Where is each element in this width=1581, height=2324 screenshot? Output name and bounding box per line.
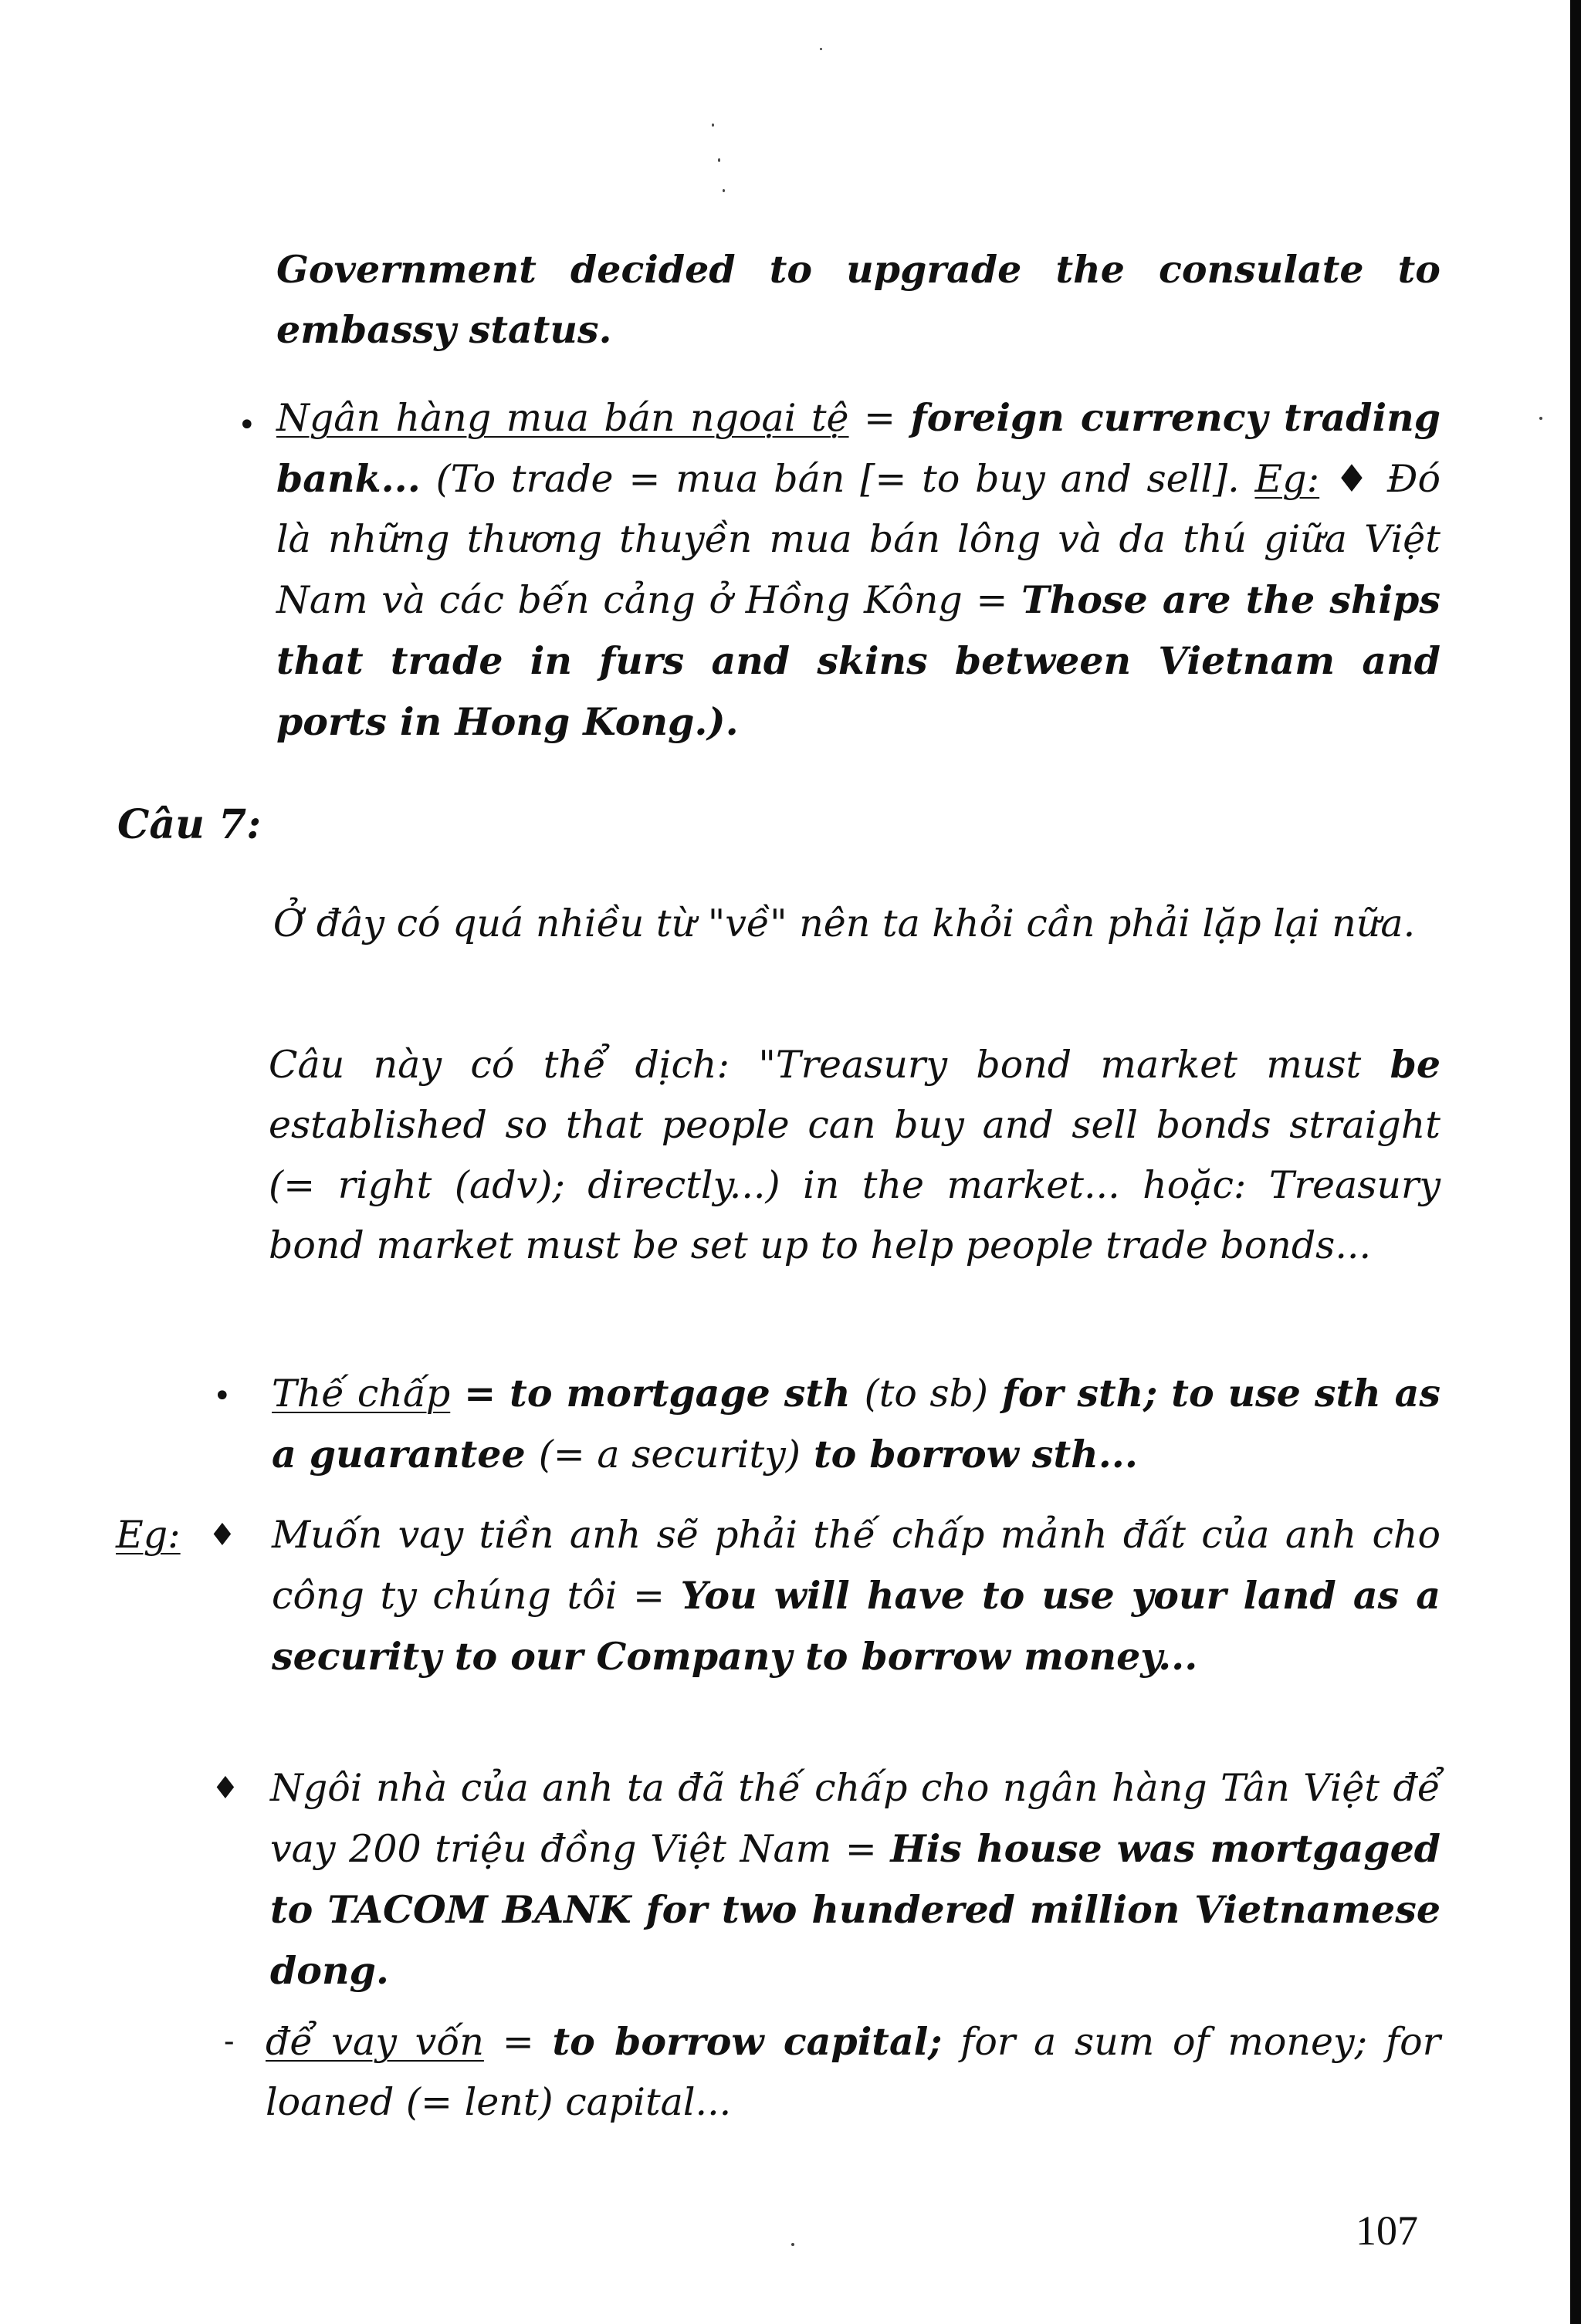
example2-english: His house was mortgaged to TACOM BANK for two hundered million Vietnamese dong. bbox=[270, 1826, 1441, 1993]
translation-text-start: Câu này có thể dịch: "Treasury bond market must bbox=[269, 1043, 1390, 1087]
term-de-vay-von: để vay vốn bbox=[266, 2020, 484, 2064]
page-edge-shadow bbox=[1570, 0, 1581, 2324]
trade-note: (To trade = mua bán [= to buy and sell]. bbox=[420, 457, 1255, 501]
example-english: Those are the ships that trade in furs and skins between Vietnam and ports in Hong Kong.). bbox=[276, 577, 1441, 744]
example-land-security bbox=[272, 1505, 1441, 1687]
scan-speck bbox=[712, 123, 714, 127]
section-paragraph-2 bbox=[269, 1034, 1441, 1276]
eg-label: Eg: bbox=[116, 1513, 181, 1557]
example1-vietnamese: Muốn vay tiền anh sẽ phải thế chấp mảnh đất của anh cho công ty chúng tôi = bbox=[272, 1513, 1441, 1618]
diamond-icon: ♦ bbox=[208, 1517, 236, 1553]
example2-vietnamese: Ngôi nhà của anh ta đã thế chấp cho ngân hàng Tân Việt để vay 200 triệu đồng Việt Nam = bbox=[270, 1766, 1441, 1871]
eg-label: Eg: bbox=[1254, 457, 1320, 501]
bullet-borrow-capital bbox=[266, 2011, 1441, 2133]
page-number: 107 bbox=[1356, 2207, 1418, 2254]
intro-paragraph: Government decided to upgrade the consulate to embassy status. bbox=[276, 247, 1441, 352]
diamond-icon: ♦ bbox=[212, 1771, 239, 1806]
dash-marker: - bbox=[224, 2024, 235, 2059]
diamond-icon: ♦ bbox=[1334, 457, 1373, 501]
term-ngan-hang: Ngân hàng mua bán ngoại tệ bbox=[276, 396, 849, 440]
translation-bold-word: be bbox=[1390, 1042, 1441, 1087]
term-the-chap: Thế chấp bbox=[272, 1372, 451, 1416]
example-vietnamese: Đó là những thương thuyền mua bán lông và da thú giữa Việt Nam và các bến cảng ở Hồng Kông = bbox=[276, 457, 1441, 622]
equals-sign: = bbox=[483, 2020, 553, 2064]
scan-speck bbox=[791, 2243, 794, 2246]
scan-speck bbox=[718, 158, 720, 162]
mortgage-def-c: for sth; to use sth as a guarantee bbox=[272, 1371, 1441, 1477]
example-house-mortgaged bbox=[270, 1758, 1441, 2001]
section-heading: Câu 7: bbox=[117, 801, 262, 848]
translation-text-rest: established so that people can buy and sell bonds straight (= right (adv); directly...) in the market... hoặc: Treasury bond market must be set up to help people trade bonds... bbox=[269, 1103, 1441, 1267]
bullet-currency-trading bbox=[276, 387, 1441, 753]
scan-speck bbox=[723, 189, 725, 192]
equals-sign: = bbox=[848, 396, 911, 440]
bullet-marker: • bbox=[238, 408, 256, 443]
borrow-capital-rest: for a sum of money; for loaned (= lent) capital... bbox=[266, 2020, 1441, 2124]
scan-speck bbox=[1539, 417, 1542, 420]
scan-speck bbox=[820, 48, 822, 50]
bullet-mortgage bbox=[272, 1363, 1441, 1485]
mortgage-def-b: (to sb) bbox=[864, 1372, 988, 1416]
borrow-capital-bold: to borrow capital; bbox=[552, 2019, 943, 2064]
mortgage-def-d: (= a security) bbox=[538, 1433, 801, 1477]
section-paragraph-1: Ở đây có quá nhiều từ "về" nên ta khỏi cần phải lặp lại nữa. bbox=[273, 902, 1416, 945]
mortgage-def-e: to borrow sth... bbox=[800, 1432, 1138, 1477]
mortgage-def-a: = to mortgage sth bbox=[450, 1371, 865, 1416]
example1-english: You will have to use your land as a security to our Company to borrow money... bbox=[272, 1573, 1441, 1679]
bullet-marker: • bbox=[213, 1379, 232, 1414]
translation-currency-bank: foreign currency trading bank... bbox=[276, 395, 1441, 501]
